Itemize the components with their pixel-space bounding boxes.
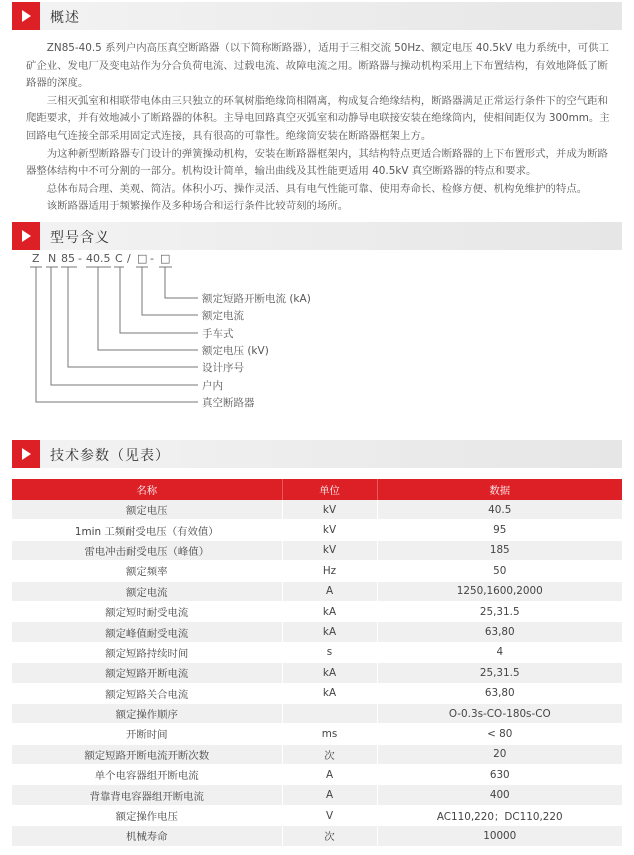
param-value: 10000 [377,826,622,846]
param-name: 额定电流 [12,581,282,601]
legend-rated-voltage: 额定电压 (kV) [202,345,269,357]
param-unit: kA [282,601,377,621]
param-value: 185 [377,540,622,560]
param-value: AC110,220；DC110,220 [377,805,622,825]
param-name: 额定短路关合电流 [12,683,282,703]
table-row [12,561,622,581]
table-row [12,765,622,785]
param-unit: V [282,805,377,825]
param-value: 50 [377,561,622,581]
param-unit [282,703,377,723]
param-name: 1min 工频耐受电压（有效值） [12,520,282,540]
param-name: 额定电压 [12,500,282,520]
legend-vacuum-breaker: 真空断路器 [202,397,255,409]
param-name: 额定短路持续时间 [12,642,282,662]
table-row [12,581,622,601]
code-box2: □ [160,252,171,265]
param-value: 25,31.5 [377,663,622,683]
table-row [12,703,622,723]
table-row [12,805,622,825]
table-body [12,500,622,846]
overview-header [12,2,622,30]
param-value: 63,80 [377,683,622,703]
param-value: < 80 [377,724,622,744]
param-unit: kV [282,520,377,540]
code-design: 85 [61,252,75,265]
param-unit: A [282,765,377,785]
table-row [12,520,622,540]
overview-paragraph: 三相灭弧室和相联带电体由三只独立的环氧树脂绝缘筒相隔离，构成复合绝缘结构，断路器满足正常运行条件下的空气距和爬距要求，并有效地减小了断路器的体积。主导电回路真空灭弧室和动静导电联接安装在绝缘筒内，使相间距仅为 300mm。主回路电气连接全部采用固定式连接，具有很高的可靠性。绝缘筒安装在断路器框架上方。 [26,94,610,142]
model-code [32,252,170,265]
param-unit: 次 [282,744,377,764]
param-unit: A [282,581,377,601]
overview-text [26,40,618,216]
param-value: 40.5 [377,500,622,520]
param-value: 4 [377,642,622,662]
overview-paragraph: 总体布局合理、美观、简洁。体积小巧、操作灵活、具有电气性能可靠、使用寿命长、检修方便、机构免维护的特点。 [46,182,588,195]
param-unit: kA [282,663,377,683]
table-row [12,601,622,621]
param-unit: s [282,642,377,662]
param-unit: kA [282,622,377,642]
legend-design-number: 设计序号 [202,362,244,374]
code-slash: / [127,252,131,265]
param-unit: kV [282,540,377,560]
code-c: C [115,252,123,265]
table-row [12,724,622,744]
code-n: N [48,252,57,265]
model-title: 型号含义 [50,230,110,246]
model-code-diagram [0,245,634,415]
table-row [12,642,622,662]
overview-paragraph: 为这种新型断路器专门设计的弹簧操动机构，安装在断路器框架内，其结构特点更适合断路器的上下布置形式，并成为断路器整体结构中不可分割的一部分。机构设计简单，输出曲线及其性能更适用 40.5kV 真空断路器的特点和要求。 [26,147,608,178]
table-header-row [12,479,622,500]
model-legend [202,292,311,409]
param-value: 630 [377,765,622,785]
table-row [12,785,622,805]
tech-title: 技术参数（见表） [50,448,170,464]
param-unit: A [282,785,377,805]
param-name: 雷电冲击耐受电压（峰值） [12,540,282,560]
header-name: 名称 [12,479,282,500]
legend-rated-current: 额定电流 [202,310,244,322]
param-value: O-0.3s-CO-180s-CO [377,703,622,723]
param-name: 额定峰值耐受电流 [12,622,282,642]
code-voltage: 40.5 [86,252,111,265]
play-arrow-icon [12,2,40,30]
param-name: 额定操作顺序 [12,703,282,723]
code-box1: □ [137,252,148,265]
overview-paragraph: ZN85-40.5 系列户内高压真空断路器（以下简称断路器），适用于三相交流 50Hz、额定电压 40.5kV 电力系统中，可供工矿企业、发电厂及变电站作为分合负荷电流、过载电流、故障电流之用。断路器与操动机构采用上下布置结构，有效地降低了断路器的深度。 [26,42,609,90]
param-value: 95 [377,520,622,540]
param-value: 63,80 [377,622,622,642]
table-row [12,622,622,642]
param-unit: 次 [282,826,377,846]
param-value: 20 [377,744,622,764]
param-unit: kV [282,500,377,520]
play-arrow-icon [12,440,40,468]
param-name: 额定短路开断电流 [12,663,282,683]
param-value: 25,31.5 [377,601,622,621]
code-z: Z [32,252,40,265]
header-unit: 单位 [282,479,377,500]
table-row [12,500,622,520]
param-name: 额定频率 [12,561,282,581]
legend-truck-type: 手车式 [202,328,234,340]
param-unit: ms [282,724,377,744]
param-name: 开断时间 [12,724,282,744]
table-row [12,663,622,683]
tech-params-table [12,479,622,847]
param-name: 额定短时耐受电流 [12,601,282,621]
param-name: 背靠背电容器组开断电流 [12,785,282,805]
svg-text:-: - [78,252,82,265]
table-row [12,826,622,846]
param-value: 1250,1600,2000 [377,581,622,601]
table-row [12,540,622,560]
legend-indoor: 户内 [202,380,223,392]
param-name: 额定短路开断电流开断次数 [12,744,282,764]
table-row [12,683,622,703]
param-unit: Hz [282,561,377,581]
overview-title: 概述 [50,10,80,26]
header-value: 数据 [377,479,622,500]
overview-paragraph: 该断路器适用于频繁操作及多种场合和运行条件比较苛刻的场所。 [46,200,349,213]
param-unit: kA [282,683,377,703]
legend-breaking-current: 额定短路开断电流 (kA) [202,293,311,305]
param-name: 额定操作电压 [12,805,282,825]
param-value: 400 [377,785,622,805]
tech-header [12,440,622,468]
code-dash: - [150,252,154,265]
param-name: 机械寿命 [12,826,282,846]
table-row [12,744,622,764]
param-name: 单个电容器组开断电流 [12,765,282,785]
